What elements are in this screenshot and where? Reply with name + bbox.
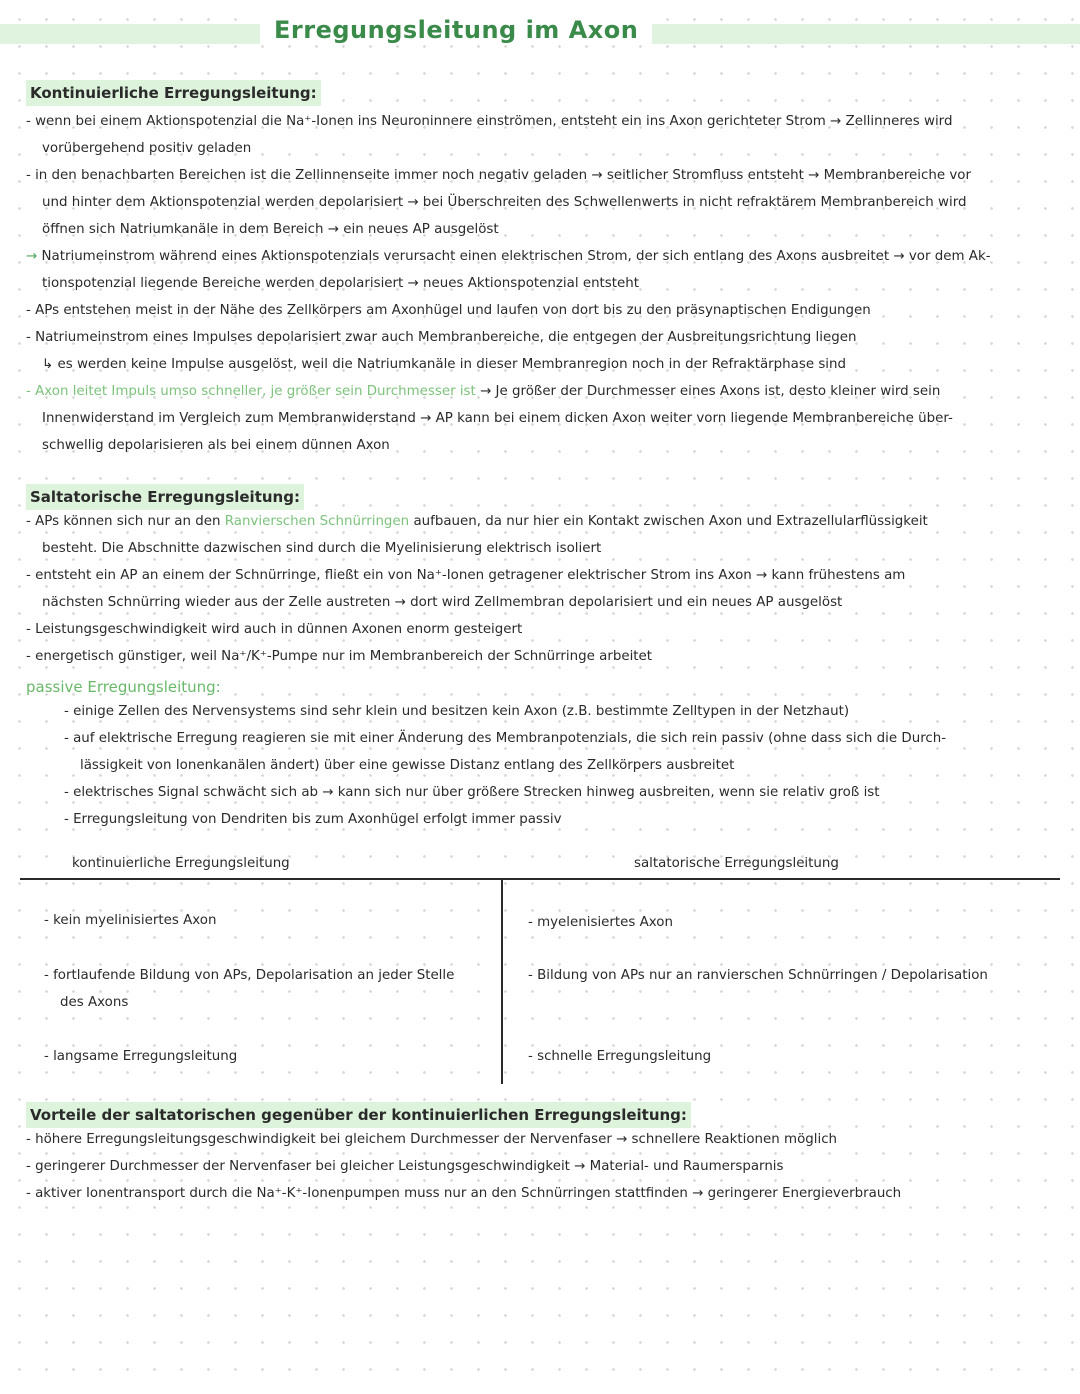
section-heading: Saltatorische Erregungsleitung: [26, 484, 304, 510]
text-line: besteht. Die Abschnitte dazwischen sind durch die Myelinisierung elektrisch isoliert [42, 541, 602, 556]
table-cell: - fortlaufende Bildung von APs, Depolarisation an jeder Stelle [44, 968, 455, 983]
table-cell: - schnelle Erregungsleitung [528, 1049, 712, 1064]
text-line: und hinter dem Aktionspotenzial werden depolarisiert → bei Überschreiten des Schwellenwerts in nicht refraktärem Membranbereich wird [42, 195, 967, 210]
text-line: - aktiver Ionentransport durch die Na⁺-K⁺-Ionenpumpen muss nur an den Schnürringen stattfinden → geringerer Energieverbrauch [26, 1186, 902, 1201]
table-divider-horizontal [20, 878, 1060, 880]
page-title: Erregungsleitung im Axon [274, 16, 639, 44]
section-heading: passive Erregungsleitung: [26, 678, 221, 696]
text-line: - einige Zellen des Nervensystems sind sehr klein und besitzen kein Axon (z.B. bestimmte Zelltypen in der Netzhaut) [64, 704, 850, 719]
section-passiv [26, 674, 1071, 833]
table-cell: - Bildung von APs nur an ranvierschen Schnürringen / Depolarisation [528, 968, 988, 983]
section-heading: Kontinuierliche Erregungsleitung: [26, 80, 321, 106]
text-line: - elektrisches Signal schwächt sich ab → kann sich nur über größere Strecken hinweg ausbreiten, wenn sie relativ groß ist [64, 785, 880, 800]
text-line [26, 508, 1071, 535]
highlight-text: - Axon leitet Impuls umso schneller, je größer sein Durchmesser ist [26, 384, 476, 399]
text-line: öffnen sich Natriumkanäle in dem Bereich → ein neues AP ausgelöst [42, 222, 499, 237]
text-span: → Je größer der Durchmesser eines Axons ist, desto kleiner wird sein [480, 384, 941, 399]
text-line: - in den benachbarten Bereichen ist die Zellinnenseite immer noch negativ geladen → seitlicher Stromfluss entsteht → Membranbereiche vor [26, 168, 971, 183]
text-line: ↳ es werden keine Impulse ausgelöst, weil die Natriumkanäle in dieser Membranregion noch in der Refraktärphase sind [42, 357, 847, 372]
text-line: - wenn bei einem Aktionspotenzial die Na⁺-Ionen ins Neuroninnere einströmen, entsteht ein ins Axon gerichteter Strom → Zellinneres wird [26, 114, 953, 129]
section-vorteile [26, 1102, 1071, 1207]
section-saltatorisch [26, 484, 1071, 670]
page-title-wrap [260, 16, 652, 44]
text-line-arrow [26, 243, 1071, 270]
table-header-right: saltatorische Erregungsleitung [634, 856, 839, 871]
table-cell: des Axons [60, 995, 129, 1010]
text-line: - auf elektrische Erregung reagieren sie mit einer Änderung des Membranpotenzials, die sich rein passiv (ohne dass sich die Durch- [64, 731, 947, 746]
text-line: Innenwiderstand im Vergleich zum Membranwiderstand → AP kann bei einem dicken Axon weiter vorn liegende Membranbereiche über- [42, 411, 953, 426]
text-line: - Leistungsgeschwindigkeit wird auch in dünnen Axonen enorm gesteigert [26, 622, 523, 637]
text-line: - Natriumeinstrom eines Impulses depolarisiert zwar auch Membranbereiche, die entgegen der Ausbreitungsrichtung liegen [26, 330, 857, 345]
text-span: - APs können sich nur an den [26, 514, 221, 529]
text-line-highlight [26, 378, 1071, 405]
text-line: - geringerer Durchmesser der Nervenfaser bei gleicher Leistungsgeschwindigkeit → Material- und Raumersparnis [26, 1159, 784, 1174]
table-divider-vertical [501, 878, 503, 1084]
text-span: aufbauen, da nur hier ein Kontakt zwischen Axon und Extrazellularflüssigkeit [413, 514, 928, 529]
text-line: - höhere Erregungsleitungsgeschwindigkeit bei gleichem Durchmesser der Nervenfaser → schnellere Reaktionen möglich [26, 1132, 838, 1147]
text-line: - APs entstehen meist in der Nähe des Zellkörpers am Axonhügel und laufen von dort bis zu den präsynaptischen Endigungen [26, 303, 871, 318]
text-line: - energetisch günstiger, weil Na⁺/K⁺-Pumpe nur im Membranbereich der Schnürringe arbeitet [26, 649, 653, 664]
text-line: tionspotenzial liegende Bereiche werden depolarisiert → neues Aktionspotenzial entsteht [42, 276, 640, 291]
table-cell: - langsame Erregungsleitung [44, 1049, 238, 1064]
table-cell: - kein myelinisiertes Axon [44, 913, 217, 928]
text-line: - entsteht ein AP an einem der Schnürringe, fließt ein von Na⁺-Ionen getragener elektrischer Strom ins Axon → kann frühestens am [26, 568, 906, 583]
text-line: - Erregungsleitung von Dendriten bis zum Axonhügel erfolgt immer passiv [64, 812, 562, 827]
text-line: nächsten Schnürring wieder aus der Zelle austreten → dort wird Zellmembran depolarisiert und ein neues AP ausgelöst [42, 595, 843, 610]
section-kontinuierlich [26, 80, 1071, 459]
text-span: Natriumeinstrom während eines Aktionspotenzials verursacht einen elektrischen Strom, der sich entlang des Axons ausbreitet → vor dem Ak- [41, 249, 991, 264]
text-line: vorübergehend positiv geladen [42, 141, 252, 156]
comparison-table [20, 852, 1080, 1084]
table-cell: - myelenisiertes Axon [528, 915, 673, 930]
table-header-left: kontinuierliche Erregungsleitung [72, 856, 290, 871]
highlight-text: Ranvierschen Schnürringen [224, 514, 410, 529]
section-heading: Vorteile der saltatorischen gegenüber der kontinuierlichen Erregungsleitung: [26, 1102, 691, 1128]
arrow-icon: → [26, 249, 38, 264]
text-line: schwellig depolarisieren als bei einem dünnen Axon [42, 438, 390, 453]
text-line: lässigkeit von Ionenkanälen ändert) über eine gewisse Distanz entlang des Zellkörpers ausbreitet [80, 758, 735, 773]
